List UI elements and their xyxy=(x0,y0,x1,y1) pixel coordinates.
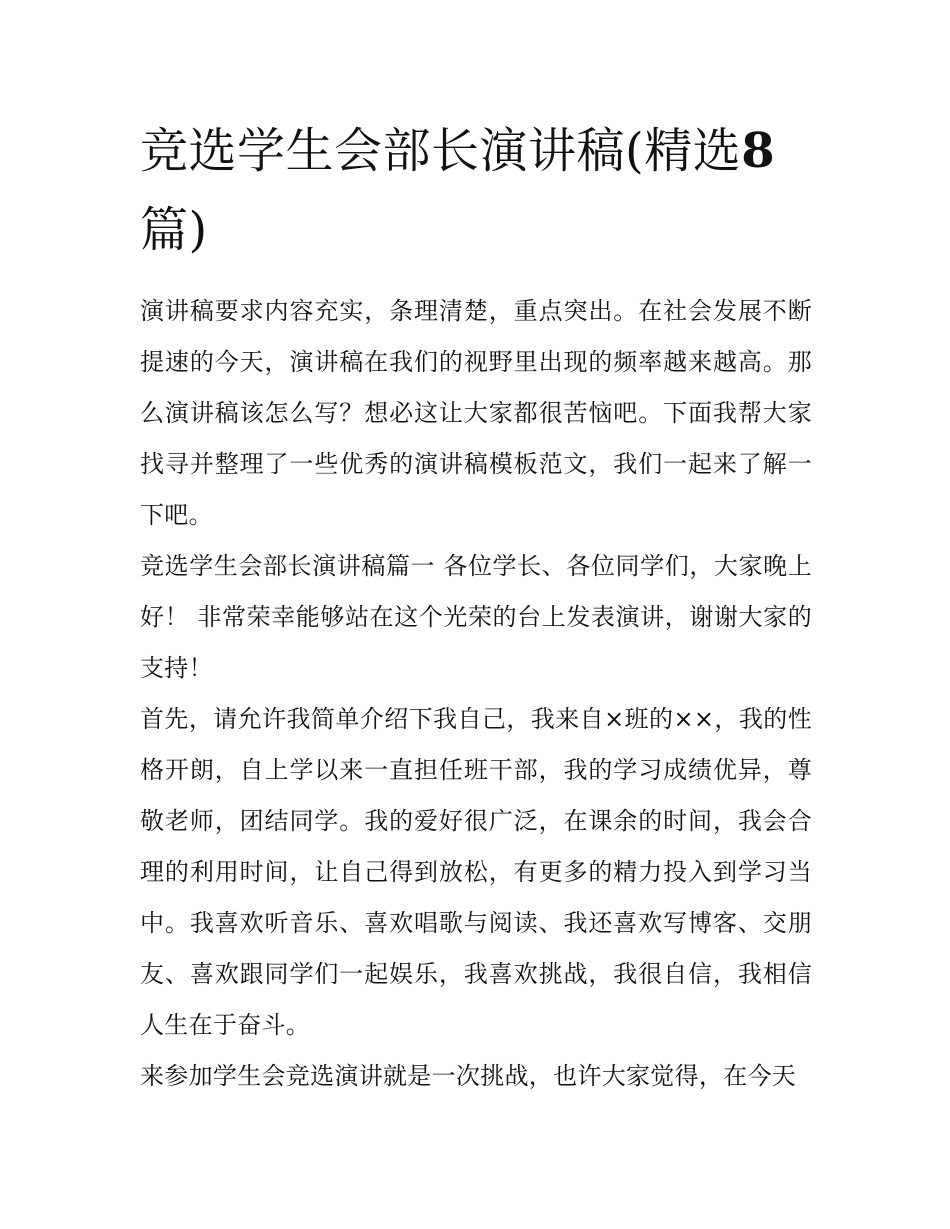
title-number: 8 xyxy=(741,123,776,179)
title-main: 竞选学生会部长演讲稿(精选 xyxy=(140,123,742,179)
document-title xyxy=(140,112,812,270)
document-page xyxy=(140,112,812,1102)
paragraph-self-introduction: 首先，请允许我简单介绍下我自己，我来自×班的××，我的性格开朗，自上学以来一直担任班干部，我的学习成绩优异，尊敬老师，团结同学。我的爱好很广泛，在课余的时间，我会合理的利用时间，让自己得到放松，有更多的精力投入到学习当中。我喜欢听音乐、喜欢唱歌与阅读、我还喜欢写博客、交朋友、喜欢跟同学们一起娱乐，我喜欢挑战，我很自信，我相信人生在于奋斗。 xyxy=(140,705,812,1039)
paragraph-intro: 演讲稿要求内容充实，条理清楚，重点突出。在社会发展不断提速的今天，演讲稿在我们的视野里出现的频率越来越高。那么演讲稿该怎么写？想必这让大家都很苦恼吧。下面我帮大家找寻并整理了一些优秀的演讲稿模板范文，我们一起来了解一下吧。 xyxy=(140,297,812,529)
paragraph-greeting: 竞选学生会部长演讲稿篇一 各位学长、各位同学们，大家晚上好！ 非常荣幸能够站在这个光荣的台上发表演讲，谢谢大家的支持！ xyxy=(140,552,812,682)
paragraph-challenge: 来参加学生会竞选演讲就是一次挑战，也许大家觉得，在今天 xyxy=(140,1062,797,1090)
title-tail: 篇) xyxy=(140,202,208,258)
